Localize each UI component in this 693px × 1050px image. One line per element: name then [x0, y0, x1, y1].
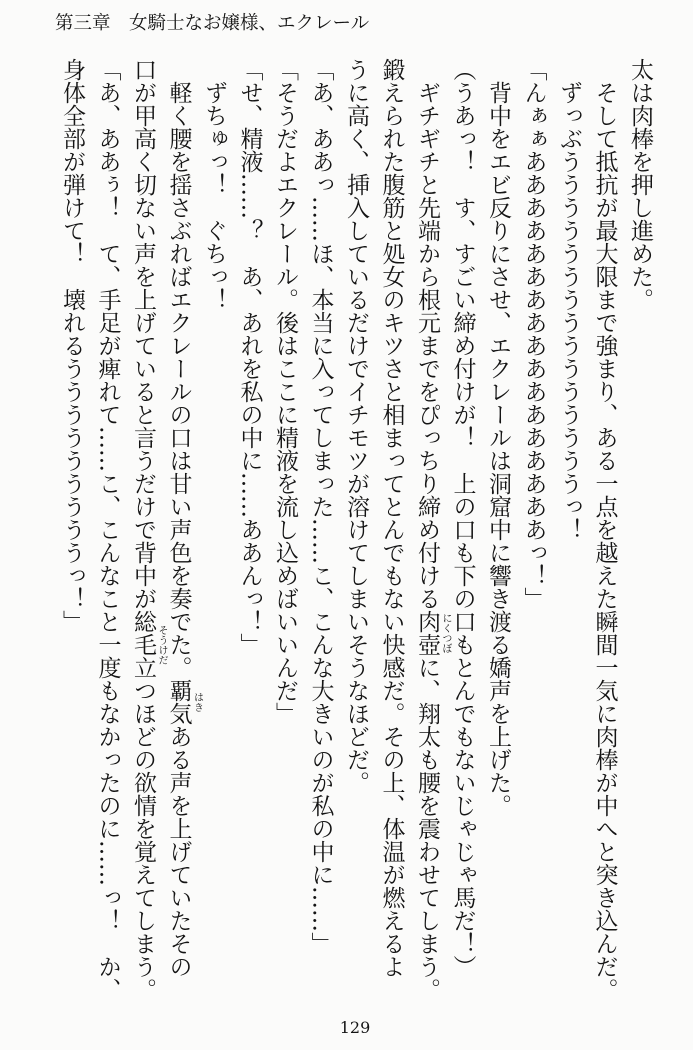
- text-column: [522, 58, 546, 610]
- text-segment: 背中をエビ反りにさせ、エクレールは洞窟中に響き渡る嬌声を上げた。: [485, 58, 511, 817]
- text-segment: （うあっ！ す、すごい締め付けが！ 上の口も下の口もとんでもないじゃじゃ馬だ！）: [449, 58, 476, 978]
- ruby-group: [414, 610, 451, 656]
- text-column: [130, 58, 167, 1001]
- text-column: [238, 58, 262, 656]
- text-segment: ずっぶうううううううううううううううっ！: [556, 58, 582, 541]
- ruby-base: 総毛立: [130, 610, 156, 679]
- text-segment: ギチギチと先端から根元までをぴっちり締め付ける: [414, 58, 440, 610]
- text-segment: うに高く、挿入しているだけでイチモツが溶けてしまいそうなほどだ。: [343, 58, 369, 794]
- text-column: [486, 58, 510, 817]
- ruby-annotation: にくつぼ: [440, 613, 451, 653]
- text-column: [60, 58, 84, 633]
- text-segment: ある声を上げていたその: [165, 725, 192, 978]
- text-column: [628, 58, 652, 311]
- page-number: 129: [339, 1018, 371, 1037]
- text-segment: に、翔太も腰を震わせてしまう。: [414, 656, 440, 1001]
- text-segment: 「んぁぁあああああああああああああああああっ！」: [520, 58, 547, 610]
- ruby-group: [130, 610, 167, 679]
- text-segment: 軽く腰を揺さぶればエクレールの口は甘い声色を奏でた。: [165, 58, 192, 679]
- text-segment: 「せ、精液……？ あ、あれを私の中に……ああんっ！」: [236, 58, 263, 656]
- text-segment: 身体全部が弾けて！ 壊れるうううううううううっ！」: [59, 58, 85, 633]
- text-column: [309, 58, 333, 955]
- text-segment: 鍛えられた腹筋と処女のキツさと相まってとんでもない快感だ。その上、体温が燃えるよ: [378, 58, 405, 978]
- text-column: [414, 58, 451, 1001]
- running-header: 第三章 女騎士なお嬢様、エクレール: [55, 13, 370, 34]
- ruby-base: 覇気: [165, 679, 192, 725]
- text-column: [380, 58, 404, 978]
- text-segment: 「あ、ああっ……ほ、本当に入ってしまった……こ、こんな大きいのが私の中に……」: [307, 58, 334, 955]
- text-column: [593, 58, 617, 1001]
- text-column: [202, 58, 226, 311]
- text-segment: ずちゅっ！ ぐちっ！: [201, 58, 227, 311]
- text-segment: 口が甲高く切ない声を上げていると言うだけで背中が: [130, 58, 156, 610]
- text-segment: つほどの欲情を覚えてしまう。: [130, 679, 156, 1001]
- ruby-annotation: そうけだ: [156, 624, 167, 665]
- text-column: [451, 58, 475, 978]
- text-segment: 「あ、ああぅ！ て、手足が痺れて……こ、こんなこと一度もなかったのに……っ！ か、: [94, 58, 121, 1001]
- ruby-annotation: はき: [191, 692, 203, 712]
- text-segment: 太は肉棒を押し進めた。: [627, 58, 653, 311]
- text-column: [557, 58, 581, 541]
- text-column: [165, 58, 203, 978]
- text-column: [96, 58, 120, 1001]
- text-segment: 「そうだよエクレール。後はここに精液を流し込めばいいんだ」: [272, 58, 298, 725]
- ruby-base: 肉壺: [414, 610, 440, 656]
- text-segment: そして抵抗が最大限まで強まり、ある一点を越えた瞬間一気に肉棒が中へと突き込んだ。: [591, 58, 618, 1001]
- text-column: [344, 58, 368, 794]
- ruby-group: [165, 679, 203, 725]
- text-column: [273, 58, 297, 725]
